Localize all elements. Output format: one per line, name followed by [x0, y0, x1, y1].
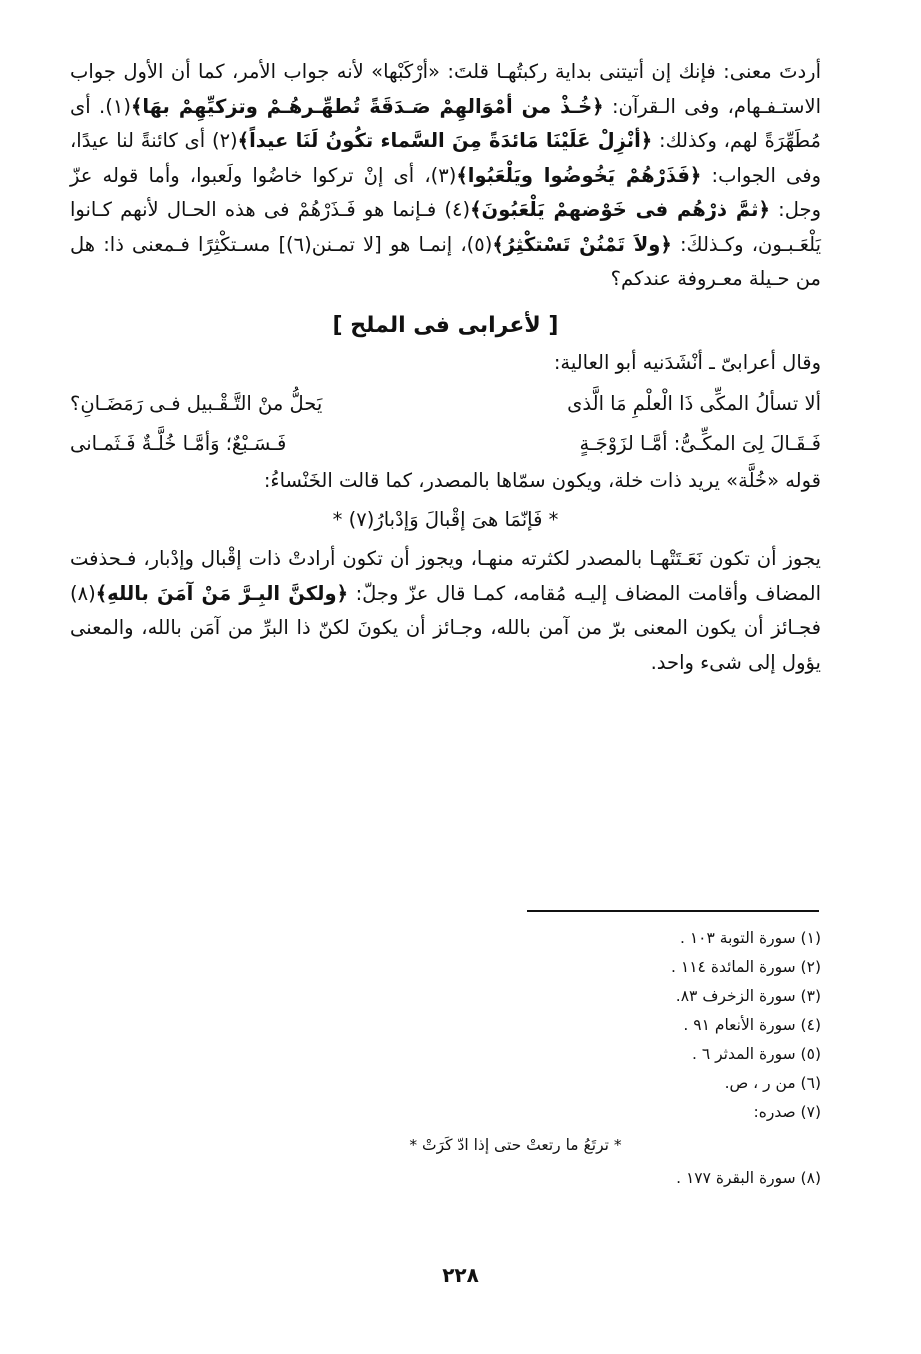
- text-segment: (٣)، أى إنْ تركوا خاضُوا ولَعبوا، وأما قوله عزّ وجل:: [70, 163, 821, 221]
- verse-line-2: [70, 424, 821, 464]
- footnote: (٣) سورة الزخرف ٨٣.: [675, 987, 821, 1005]
- text-segment: (٨) فجـائز أن يكون المعنى برّ من آمن بالله، وجـائز أن يكونَ لكنّ ذا البرِّ من آمَن بالله، والمعنى يؤول إلى شىء واحد.: [70, 581, 821, 674]
- footnote: (٧) صدره:: [753, 1103, 821, 1121]
- single-verse: * فَإنّمَا هىَ إقْبالَ وَإدْبارُ(٧) *: [332, 508, 559, 531]
- quran-quote: ﴿أنْزِلْ عَلَيْنَا مَائدَةً مِنَ السَّماء تكُونُ لَنَا عيداً﴾: [237, 129, 653, 152]
- text-segment: (١). أى مُطَهِّرَةً لهم، وكذلك:: [70, 94, 821, 152]
- quran-quote: ﴿فَذَرْهُمْ يَخُوضُوا ويَلْعَبُوا﴾: [456, 163, 702, 187]
- page-number: ٢٢٨: [442, 1263, 479, 1287]
- footnote: (٤) سورة الأنعام ٩١ .: [683, 1016, 821, 1034]
- main-text: [70, 55, 821, 680]
- verse-hemistich: يَحلُّ منْ التَّـقْـبيل فـى رَمَضَـانِ؟: [70, 391, 323, 415]
- after-verse-text: قوله «خُلَّة» يريد ذات خلة، ويكون سمّاها بالمصدر، كما قالت الخَنْساءُ:: [263, 468, 821, 492]
- footnote: (٨) سورة البقرة ١٧٧ .: [676, 1169, 821, 1187]
- section-heading: [ لأعرابى فى الملح ]: [332, 312, 559, 338]
- quran-quote: ﴿ولكنَّ البِـرَّ مَنْ آمَنَ باللهِ﴾: [95, 581, 349, 605]
- verse-hemistich: فَـسَـبْعٌ؛ وَأمَّـا خُلَّـةٌ فَـثَمـانى: [70, 431, 287, 455]
- text-segment: (٤) فـإنما هو فَـذَرْهُمْ فى هذه الحـال لأنهم كـانوا يَلْعَـبـون، وكـذلكَ:: [70, 198, 821, 256]
- footnote: (٦) من ر ، ص.: [724, 1074, 821, 1092]
- text-segment: يجوز أن تكون نَعَـتَتْهـا بالمصدر لكثرته منهـا، ويجوز أن تكون أرادتْ ذات إقْبال وإدْبار، فـحذفت المضاف وأقامت المضاف إليـه مُقامه، كمـا قال عزّ وجلّ:: [70, 547, 822, 605]
- text-segment: (٥)، إنمـا هو [لا تمـنن(٦)] مسـتكْثِرًا فـمعنى ذا: هل من حـيلة معـروفة عندكم؟: [70, 232, 821, 290]
- verse-line-1: [70, 384, 821, 424]
- verse-hemistich: فَـقَـالَ لِىَ المكِّـىُّ: أمَّـا لزَوْجَـةٍ: [579, 431, 821, 455]
- footnote-separator: [527, 910, 819, 912]
- text-segment: أردتَ معنى: فإنك إن أتيتنى بداية ركبتُهـا قلتَ: «أرْكَبْها» لأنه جواب الأمر، كما أن الأول جواب الاستـفـهام، وفى الـقرآن:: [70, 60, 821, 118]
- quran-quote: ﴿خُـذْ من أمْوَالهِمْ صَـدَقَةً تُطهِّـرهُـمْ وتزكيِّهِمْ بهَا﴾: [130, 94, 604, 118]
- footnotes: [70, 924, 821, 1193]
- paragraph-2: [70, 542, 821, 680]
- footnote: (٢) سورة المائدة ١١٤ .: [671, 958, 821, 976]
- footnote-verse: * ترتَعُ ما رتعتْ حتى إذا ادّ كَرَتْ *: [409, 1136, 622, 1154]
- verse-intro: وقال أعرابىّ ـ أنْشَدَنيه أبو العالية:: [553, 350, 821, 374]
- footnote: (١) سورة التوبة ١٠٣ .: [679, 929, 821, 947]
- quran-quote: ﴿ولاَ تَمْنُنْ تَسْتكْثِرُ﴾: [492, 232, 672, 256]
- paragraph-1: [70, 55, 821, 297]
- text-segment: (٢) أى كائنةً لنا عيدًا، وفى الجواب:: [70, 129, 821, 187]
- verse-hemistich: ألا تسألُ المكِّى ذَا الْعلْمِ مَا الَّذى: [567, 391, 821, 415]
- quran-quote: ﴿ثمَّ ذرْهُم فى خَوْضهمْ يَلْعَبُونَ﴾: [470, 198, 770, 221]
- footnote: (٥) سورة المدثر ٦ .: [692, 1045, 821, 1063]
